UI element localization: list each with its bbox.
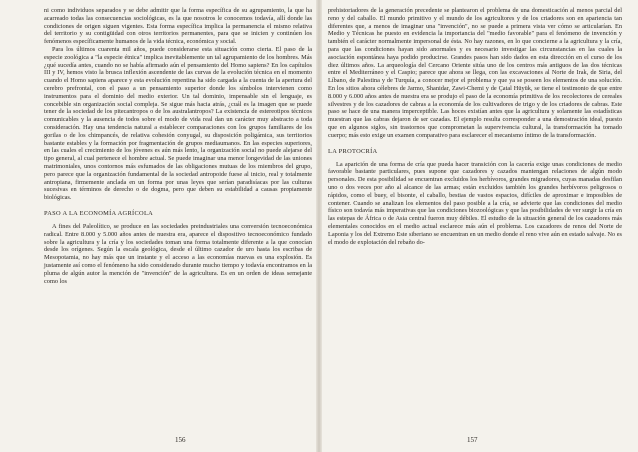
left-paragraph-3: A fines del Paleolítico, se produce en las sociedades preindustriales una conversión tecnoeconómica radical. Entre 8.000 y 5.000 años antes de nuestra era, aparece el dispositivo tecnoeconómico fundado sobre la agricultura y la cría y los sociedades toman una forma totalmente diferente a la que conocían desde los orígenes. Según la escala geológica, desde el último cazador de uro hasta los escribas de Mesopotamia, no hay más que un instante y el acceso a las economías nuevas es una explosión. Es justamente así como el fenómeno ha sido considerado durante mucho tiempo y todavía encontramos en la pluma de algún autor la mención de "invención" de la agricultura. Es en un orden de ideas semejante como los [44, 222, 312, 285]
left-paragraph-2: Para los últimos cuarenta mil años, puede considerarse esta situación como cierta. El paso de la especie zoológica a "la especie étnica" implica inevitablemente un tal agrupamiento de los hombres. Más ¿qué sucedía antes, cuando no se había afirmado aún el pensamiento del Homo sapiens? En los capítulos III y IV, hemos visto la brusca inflexión ascendente de las curvas de la evolución técnica en el momento cuando el Homo sapiens aparece y esta evolución repentina ha sido cargada a la cuenta de la apertura del cerebro prefrontal, con el paso a un pensamiento superior donde los símbolos intervienen como instrumentos para el dominio del medio exterior. Un tal dominio, impensable sin el lenguaje, es concebible sin organización social compleja. Se sigue más hacia atrás, ¿cuál es la imagen que se puede tener de la sociedad de los pitecantropos o de los australantropos? La existencia de estereotipos técnicos comunicables y la ausencia de todos sobre el modo de vida real dan un carácter muy abstracto a toda consideración. Hay una tendencia natural a establecer comparaciones con los grupos familiares de los gorilas o de los chimpancés, de relativa cohesión conyugal, su disposición poligámica, sus territorios bastante estables y la formación por fragmentación de grupos mediaumanos. En las especies superiores, en las cuales el crecimiento de los jóvenes es aún más lento, la organización social no puede alejarse del tipo general, al cual pertenece el hombre actual. Se puede imaginar una menor longevidad de las uniones matrimoniales, unos contornos más esfumados de las obligaciones mutuas de los miembros del grupo, pero parece que la organización fundamental de la sociedad antropoide fuese al inicio, real y totalmente antropiana, firmemente anclada en un forma por unas leyes que serían paradisíacas por las culturas sucesivas en términos de derecho o de dogma, pero que deben su estabilidad a causas propiamente biológicas. [44, 45, 312, 202]
right-paragraph-2: La aparición de una forma de cría que pueda hacer transición con la cacería exige unas condiciones de medio favorable bastante particulares, pues supone que cazadores y cazados mantengan relaciones de algún modo personales. De esta posibilidad se encuentran excluidos los herbívoros, grandes migradores, cuyas manadas desfilan uno o dos veces por año al alcance de las armas; están excluidos también los grandes herbívoros peligrosos o rápidos, como el buey, el bisonte, el caballo, bestias de vastos espacios, difíciles de aproximar e imposibles de contener. Cuando se analizan los elementos del paso posible a la cría, se advierte que las condiciones del medio físico son todavía más imperativas que las condiciones biozoológicas y que las posibilidades de ver surgir la cría en las estepas de África o de Asia central fueron muy débiles. El estudio de la situación general de los cazadores más elementales conocidos en el medio actual esclarece más aún el problema. Los cazadores de renos del Norte de Laponia y los del Extremo Este siberiano se encuentran en un medio donde el reno vive aún en estado salvaje. No es el modo de explotación del rebaño do- [328, 160, 622, 246]
right-page [320, 0, 638, 452]
left-paragraph-1: ni como individuos separados y se debe admitir que la forma específica de su agrupamiento, la que ha acarreado todas las consecuencias sociológicas, es la que nosotros le conocemos todavía, allí donde las condiciones de origen siguen vigentes. Esta forma específica implica la permanencia el mismo relativa del territorio y su contigüidad con otros territorios permanentes, para que se inicien y continúen los fenómenos específicamente humanos de la vida técnica, económica y social. [44, 7, 312, 46]
left-page [0, 0, 318, 452]
section-title-agricultura: PASO A LA ECONOMÍA AGRÍCOLA [44, 209, 154, 217]
page-number-left: 156 [175, 436, 186, 444]
section-title-protocria: LA PROTOCRÍA [328, 147, 378, 155]
right-paragraph-1: prehistoriadores de la generación precedente se plantearon el problema de una domesticación al menos parcial del reno y del caballo. El mundo primitivo y el mundo de los agricultores y de los criadores son en apariencia tan diferentes que, a menos de imaginar una "invención", no se puede a primera vista ver cómo se articularían. En Medio y Técnicas he puesto en evidencia la importancia del "medio favorable" para el fenómeno de invención y también el carácter normalmente impersonal de ésta. No hay razones, en lo que concierne a la agricultura y la cría, para que las condiciones hayan sido anormales y es necesario investigar las circunstancias en las cuales la asociación espontánea haya podido producirse. Grandes pasos han sido dados en esta dirección en el curso de los diez últimos años. La arqueología del Cercano Oriente sitúa uno de los centros más antiguos de las dos técnicas entre el Mediterráneo y el Caspio; parece que ahora se llega, con las excavaciones al Norte de Irak, de Siria, del Líbano, de Palestina y de Turquía, a conocer mejor el problema y que ya se poseen los elementos de una solución. En los sitios ahora célebres de Jarmo, Shanidar, Zawi-Chemi y de Çatal Hüyük, se tiene el testimonio de que entre 8.000 y 6.000 años antes de nuestra era se produjo el paso de la economía primitiva de los recolectores de cereales silvestres y de los cazadores de cabras a la economía de los cultivadores de trigo y de los criadores de cabras. Este paso se hace de una manera imperceptible. Las hoces existían antes que la agricultura y solamente las estadísticas muestran que las cabras dejaron de ser cazadas. El ejemplo resulta corresponder a una demostración ideal, puesto que en algunos siglos, sin trastornos que comprometan la supervivencia cultural, la transformación ha tomado cuerpo; más esto exige un examen comparativo para esclarecer el mecanismo íntimo de la transformación. [328, 7, 622, 139]
page-number-right: 157 [467, 436, 478, 444]
